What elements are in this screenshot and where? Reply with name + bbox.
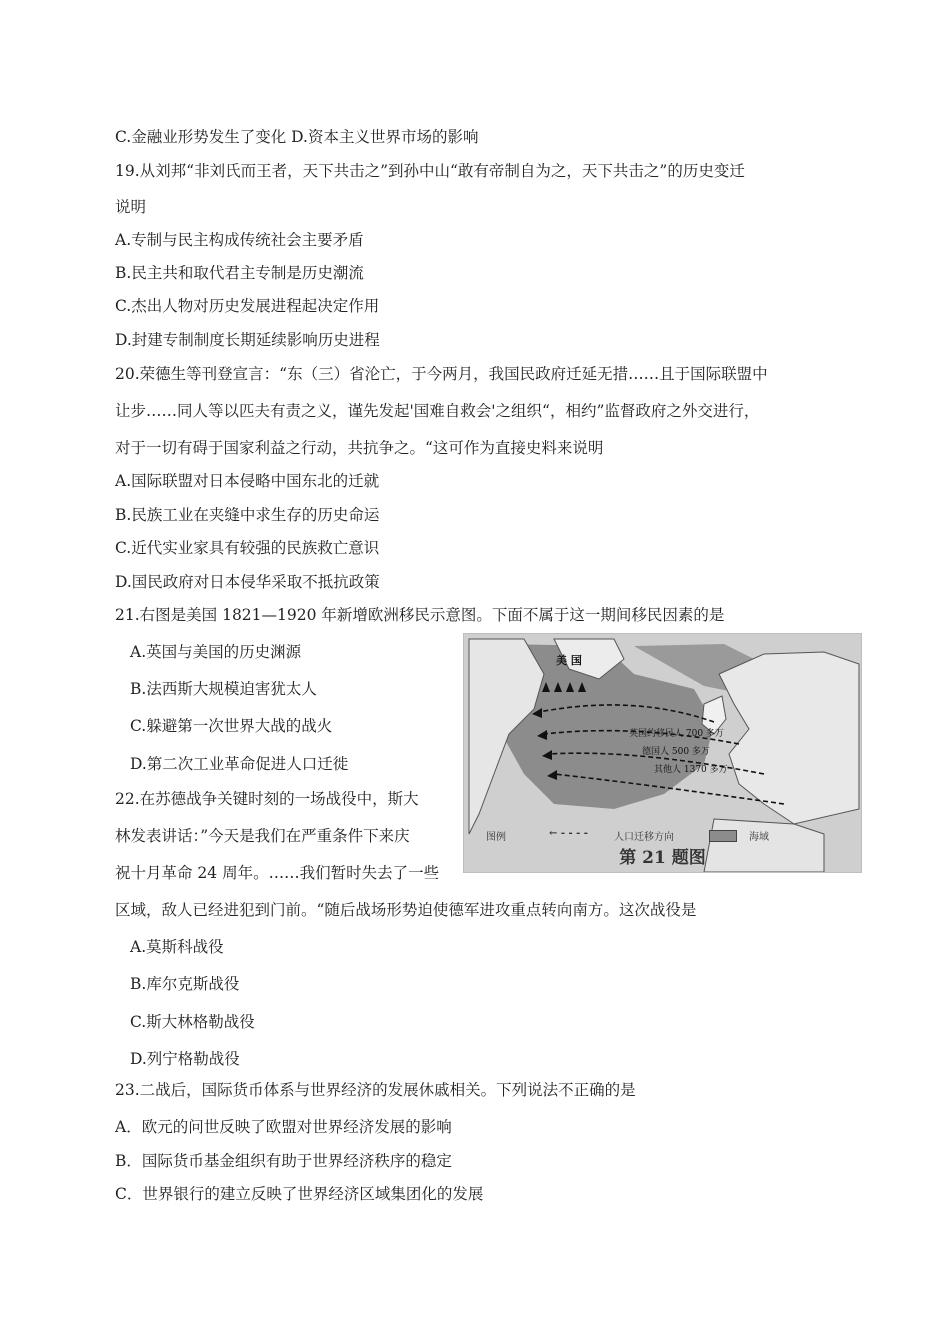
q21-option-c: C.躲避第一次世界大战的战火 (130, 717, 333, 735)
legend-title: 图例 (486, 832, 506, 843)
q22-option-b: B.库尔克斯战役 (130, 975, 240, 993)
q20-option-c: C.近代实业家具有较强的民族救亡意识 (115, 539, 380, 557)
legend-arrow-label: 人口迁移方向 (614, 832, 674, 843)
q19-stem: 19.从刘邦“非刘氏而王者，天下共击之”到孙中山“敢有帝制自为之，天下共击之”的历史变迁 (115, 162, 745, 180)
q23-option-b: B．国际货币基金组织有助于世界经济秩序的稳定 (115, 1152, 452, 1170)
map-country-label: 美 国 (556, 654, 582, 667)
q20-option-d: D.国民政府对日本侵华采取不抵抗政策 (115, 573, 380, 591)
q22-option-c: C.斯大林格勒战役 (130, 1013, 255, 1031)
q18-options-cd: C.金融业形势发生了变化 D.资本主义世界市场的影响 (115, 128, 479, 146)
q20-stem-cont-2: 对于一切有碍于国家利益之行动，共抗争之。“这可作为直接史料来说明 (115, 439, 604, 457)
legend-sea-swatch (709, 830, 737, 842)
legend-arrow-symbol: ← - - - - (549, 828, 588, 839)
q19-option-a: A.专制与民主构成传统社会主要矛盾 (115, 231, 364, 249)
q22-stem-3: 祝十月革命 24 周年。……我们暂时失去了一些 (115, 864, 440, 882)
map-flow-label-3: 其他人 1370 多万 (654, 765, 728, 775)
q21-option-a: A.英国与美国的历史渊源 (130, 643, 302, 661)
q22-option-a: A.莫斯科战役 (130, 938, 224, 956)
q19-option-b: B.民主共和取代君主专制是历史潮流 (115, 264, 364, 282)
q22-stem-4: 区域，敌人已经进犯到门前。“随后战场形势迫使德军进攻重点转向南方。这次战役是 (115, 901, 697, 919)
map-flow-label-2: 德国人 500 多万 (642, 747, 710, 757)
q20-stem-cont-1: 让步……同人等以匹夫有责之义，谨先发起'国难自救会'之组织“，相约”监督政府之外交进行， (115, 402, 760, 420)
q20-option-a: A.国际联盟对日本侵略中国东北的迁就 (115, 472, 380, 490)
q19-option-d: D.封建专制制度长期延续影响历史进程 (115, 331, 380, 349)
migration-map-figure (463, 633, 862, 873)
q19-stem-cont: 说明 (115, 198, 147, 216)
q20-option-b: B.民族工业在夹缝中求生存的历史命运 (115, 506, 380, 524)
legend-sea-label: 海域 (749, 832, 769, 843)
map-flow-label-1: 英国约移民人 700 多万 (629, 729, 724, 739)
q22-option-d: D.列宁格勒战役 (130, 1050, 240, 1068)
q22-stem-1: 22.在苏德战争关键时刻的一场战役中，斯大 (115, 790, 419, 808)
q21-stem: 21.右图是美国 1821—1920 年新增欧洲移民示意图。下面不属于这一期间移民因素的是 (115, 606, 725, 624)
q23-option-c: C．世界银行的建立反映了世界经济区域集团化的发展 (115, 1185, 484, 1203)
q22-stem-2: 林发表讲话：”今天是我们在严重条件下来庆 (115, 827, 410, 845)
q23-stem: 23.二战后，国际货币体系与世界经济的发展休戚相关。下列说法不正确的是 (115, 1081, 636, 1099)
q21-option-b: B.法西斯大规模迫害犹太人 (130, 680, 317, 698)
q21-option-d: D.第二次工业革命促进人口迁徙 (130, 755, 349, 773)
q23-option-a: A．欧元的问世反映了欧盟对世界经济发展的影响 (115, 1118, 452, 1136)
q19-option-c: C.杰出人物对历史发展进程起决定作用 (115, 297, 380, 315)
q20-stem: 20.荣德生等刊登宣言：“东（三）省沦亡，于今两月，我国民政府迁延无措……且于国际联盟中 (115, 365, 768, 383)
map-caption: 第 21 题图 (619, 848, 706, 868)
map-legend (464, 828, 861, 844)
